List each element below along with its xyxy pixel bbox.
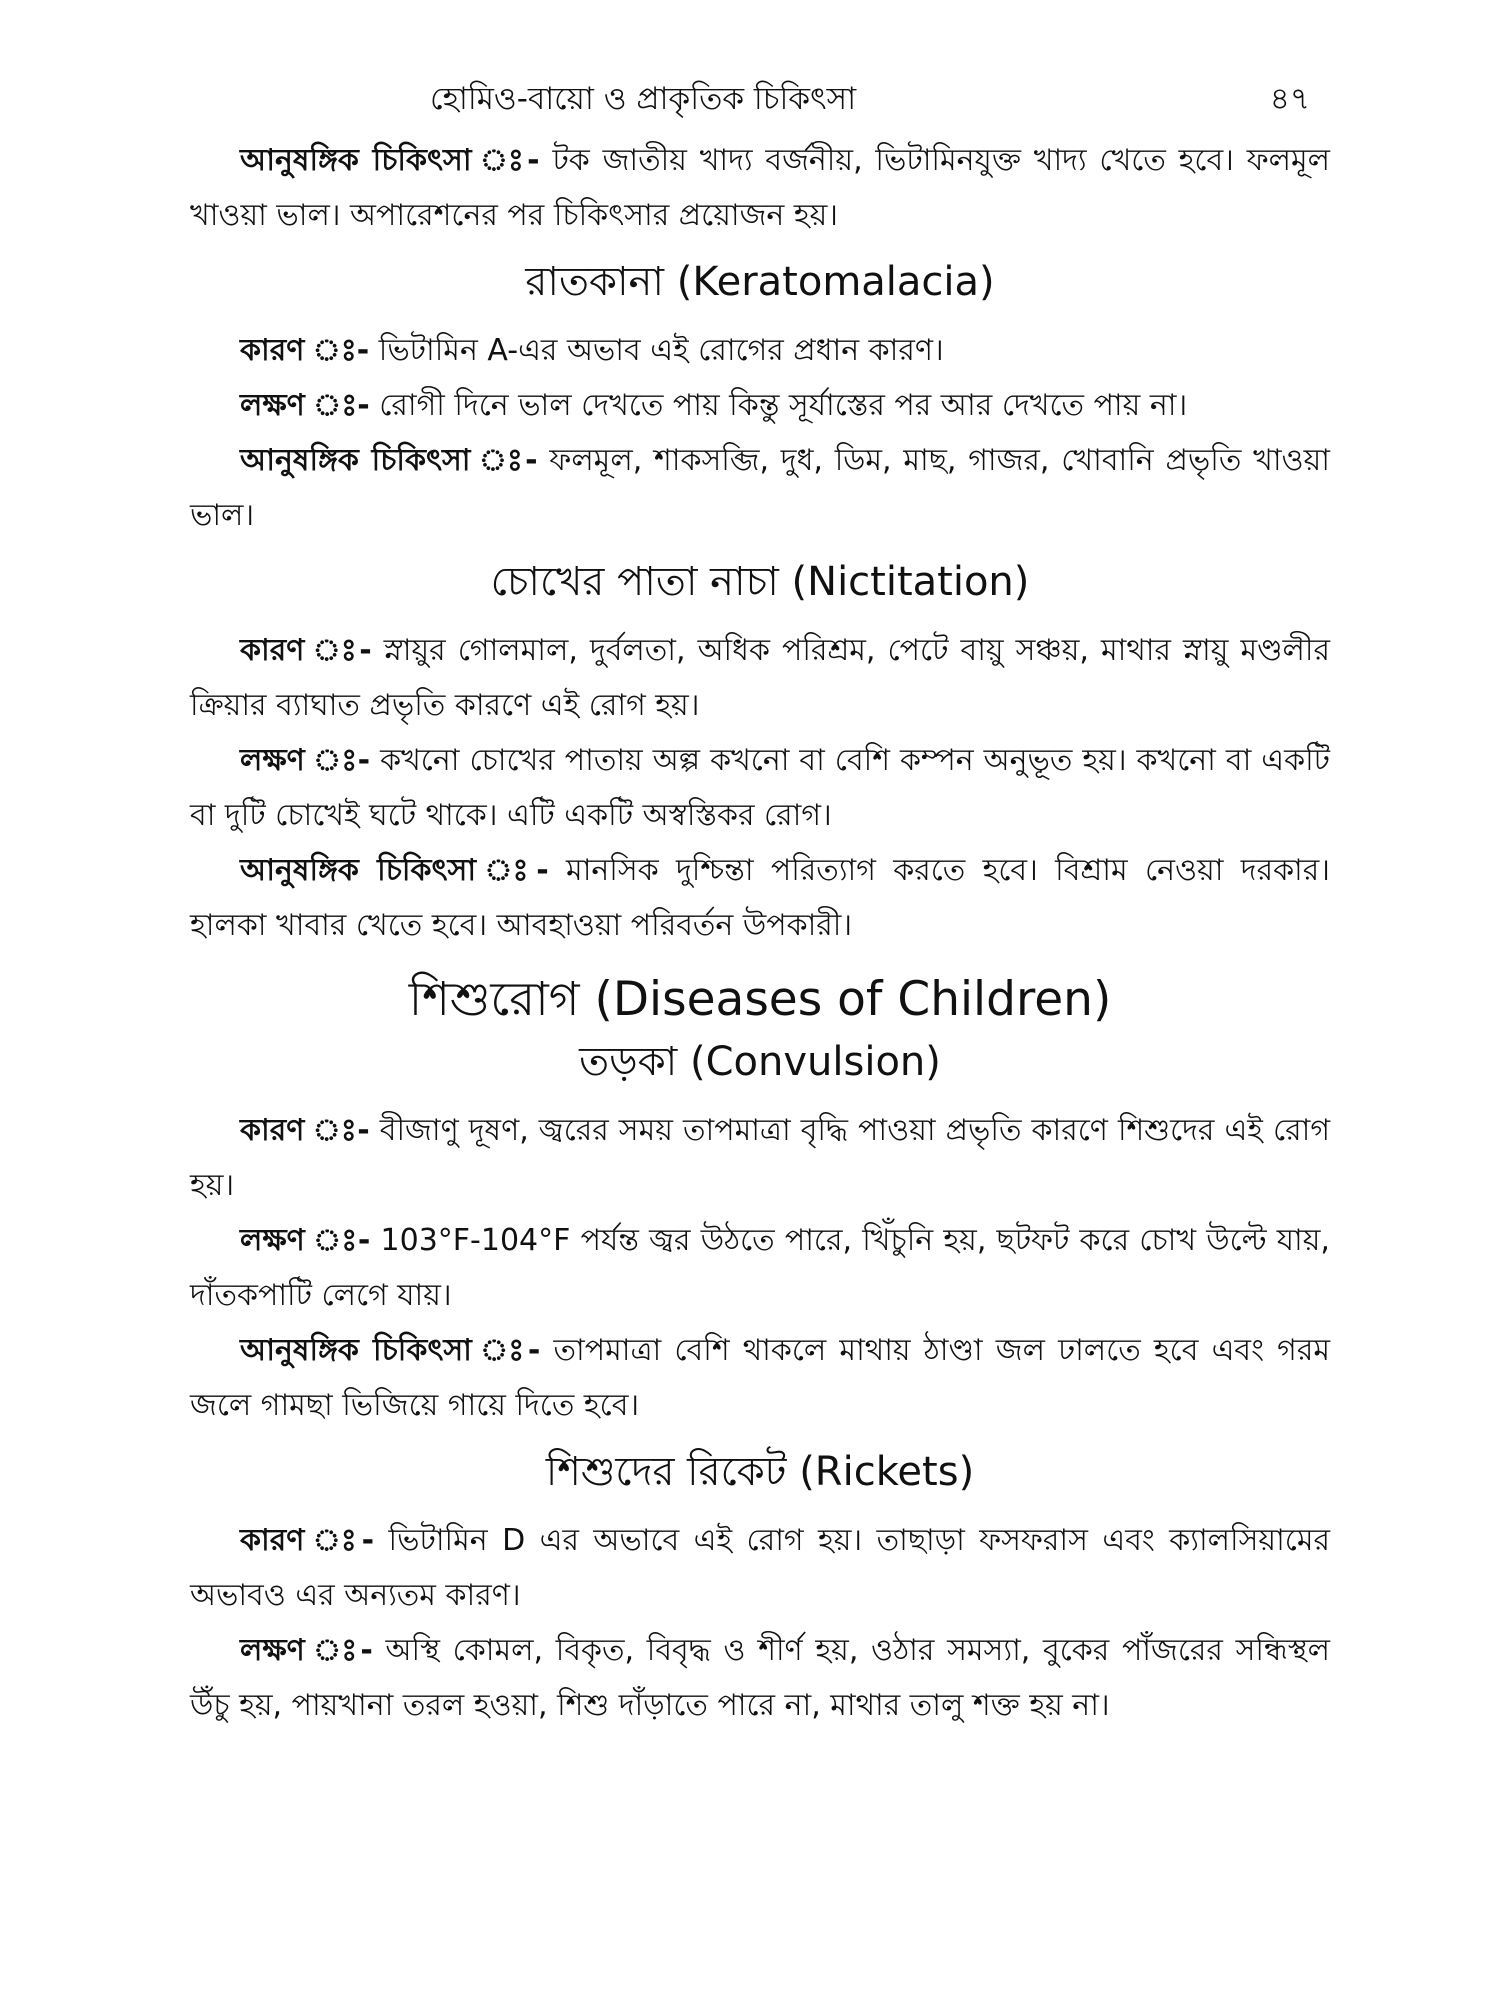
convulsion-cause-text: বীজাণু দূষণ, জ্বরের সময় তাপমাত্রা বৃদ্ধি পাওয়া প্রভৃতি কারণে শিশুদের এই রোগ হয়। bbox=[190, 1113, 1330, 1203]
night-blindness-heading: রাতকানা (Keratomalacia) bbox=[525, 259, 995, 305]
night-blindness-symptom-text: রোগী দিনে ভাল দেখতে পায় কিন্তু সূর্যাস্তের পর আর দেখতে পায় না। bbox=[379, 388, 1188, 423]
treatment-label: আনুষঙ্গিক চিকিৎসা ঃ- bbox=[240, 143, 540, 178]
night-blindness-treatment-text: ফলমূল, শাকসব্জি, দুধ, ডিম, মাছ, গাজর, খোবানি প্রভৃতি খাওয়া ভাল। bbox=[190, 443, 1330, 533]
symptom-label: লক্ষণ ঃ- bbox=[240, 1633, 373, 1668]
treatment-label: আনুষঙ্গিক চিকিৎসা ঃ- bbox=[240, 443, 538, 478]
cause-label: কারণ ঃ- bbox=[240, 1523, 375, 1558]
rickets-cause-text: ভিটামিন D এর অভাবে এই রোগ হয়। তাছাড়া ফসফরাস এবং ক্যালসিয়ামের অভাবও এর অন্যতম কারণ। bbox=[190, 1523, 1330, 1613]
convulsion-symptom bbox=[190, 1213, 1330, 1323]
intro-treatment-text: টক জাতীয় খাদ্য বর্জনীয়, ভিটামিনযুক্ত খাদ্য খেতে হবে। ফলমূল খাওয়া ভাল। অপারেশনের পর চিকিৎসার প্রয়োজন হয়। bbox=[190, 143, 1331, 233]
treatment-label: আনুষঙ্গিক চিকিৎসা ঃ- bbox=[240, 853, 549, 888]
symptom-label: লক্ষণ ঃ- bbox=[240, 1223, 371, 1258]
nictitation-symptom bbox=[190, 733, 1330, 843]
night-blindness-treatment bbox=[190, 433, 1330, 543]
page-number: ৪৭ bbox=[1269, 81, 1310, 117]
intro-treatment-paragraph bbox=[190, 133, 1330, 243]
convulsion-heading: তড়কা (Convulsion) bbox=[579, 1039, 941, 1085]
symptom-label: লক্ষণ ঃ- bbox=[240, 743, 371, 778]
rickets-symptom-text: অস্থি কোমল, বিকৃত, বিবৃদ্ধ ও শীর্ণ হয়, ওঠার সমস্যা, বুকের পাঁজরের সন্ধিস্থল উঁচু হয়, পায়খানা তরল হওয়া, শিশু দাঁড়াতে পারে না, মাথার তালু শক্ত হয় না। bbox=[190, 1633, 1330, 1723]
running-header bbox=[190, 75, 1330, 133]
convulsion-treatment bbox=[190, 1323, 1330, 1433]
nictitation-treatment bbox=[190, 843, 1330, 953]
cause-label: কারণ ঃ- bbox=[240, 333, 370, 368]
nictitation-cause bbox=[190, 623, 1330, 733]
cause-label: কারণ ঃ- bbox=[240, 633, 372, 668]
nictitation-symptom-text: কখনো চোখের পাতায় অল্প কখনো বা বেশি কম্পন অনুভূত হয়। কখনো বা একটি বা দুটি চোখেই ঘটে থাকে। এটি একটি অস্বস্তিকর রোগ। bbox=[190, 743, 1330, 833]
convulsion-cause bbox=[190, 1103, 1330, 1213]
rickets-heading: শিশুদের রিকেট (Rickets) bbox=[545, 1449, 975, 1495]
convulsion-symptom-text: 103°F-104°F পর্যন্ত জ্বর উঠতে পারে, খিঁচুনি হয়, ছটফট করে চোখ উল্টে যায়, দাঁতকপাটি লেগে যায়। bbox=[190, 1223, 1330, 1313]
header-title: হোমিও-বায়ো ও প্রাকৃতিক চিকিৎসা bbox=[430, 81, 857, 117]
book-page bbox=[190, 75, 1330, 1733]
children-diseases-heading: শিশুরোগ (Diseases of Children) bbox=[408, 972, 1112, 1027]
symptom-label: লক্ষণ ঃ- bbox=[240, 388, 370, 423]
night-blindness-cause-text: ভিটামিন A-এর অভাব এই রোগের প্রধান কারণ। bbox=[378, 333, 944, 368]
rickets-cause bbox=[190, 1513, 1330, 1623]
cause-label: কারণ ঃ- bbox=[240, 1113, 370, 1148]
nictitation-treatment-text: মানসিক দুশ্চিন্তা পরিত্যাগ করতে হবে। বিশ্রাম নেওয়া দরকার। হালকা খাবার খেতে হবে। আবহাওয়া পরিবর্তন উপকারী। bbox=[190, 853, 1330, 943]
convulsion-treatment-text: তাপমাত্রা বেশি থাকলে মাথায় ঠাণ্ডা জল ঢালতে হবে এবং গরম জলে গামছা ভিজিয়ে গায়ে দিতে হবে। bbox=[190, 1333, 1330, 1423]
night-blindness-cause bbox=[190, 323, 1330, 378]
nictitation-cause-text: স্নায়ুর গোলমাল, দুর্বলতা, অধিক পরিশ্রম, পেটে বায়ু সঞ্চয়, মাথার স্নায়ু মণ্ডলীর ক্রিয়ার ব্যাঘাত প্রভৃতি কারণে এই রোগ হয়। bbox=[190, 633, 1330, 723]
nictitation-heading: চোখের পাতা নাচা (Nictitation) bbox=[490, 559, 1030, 605]
rickets-symptom bbox=[190, 1623, 1330, 1733]
treatment-label: আনুষঙ্গিক চিকিৎসা ঃ- bbox=[240, 1333, 541, 1368]
night-blindness-symptom bbox=[190, 378, 1330, 433]
